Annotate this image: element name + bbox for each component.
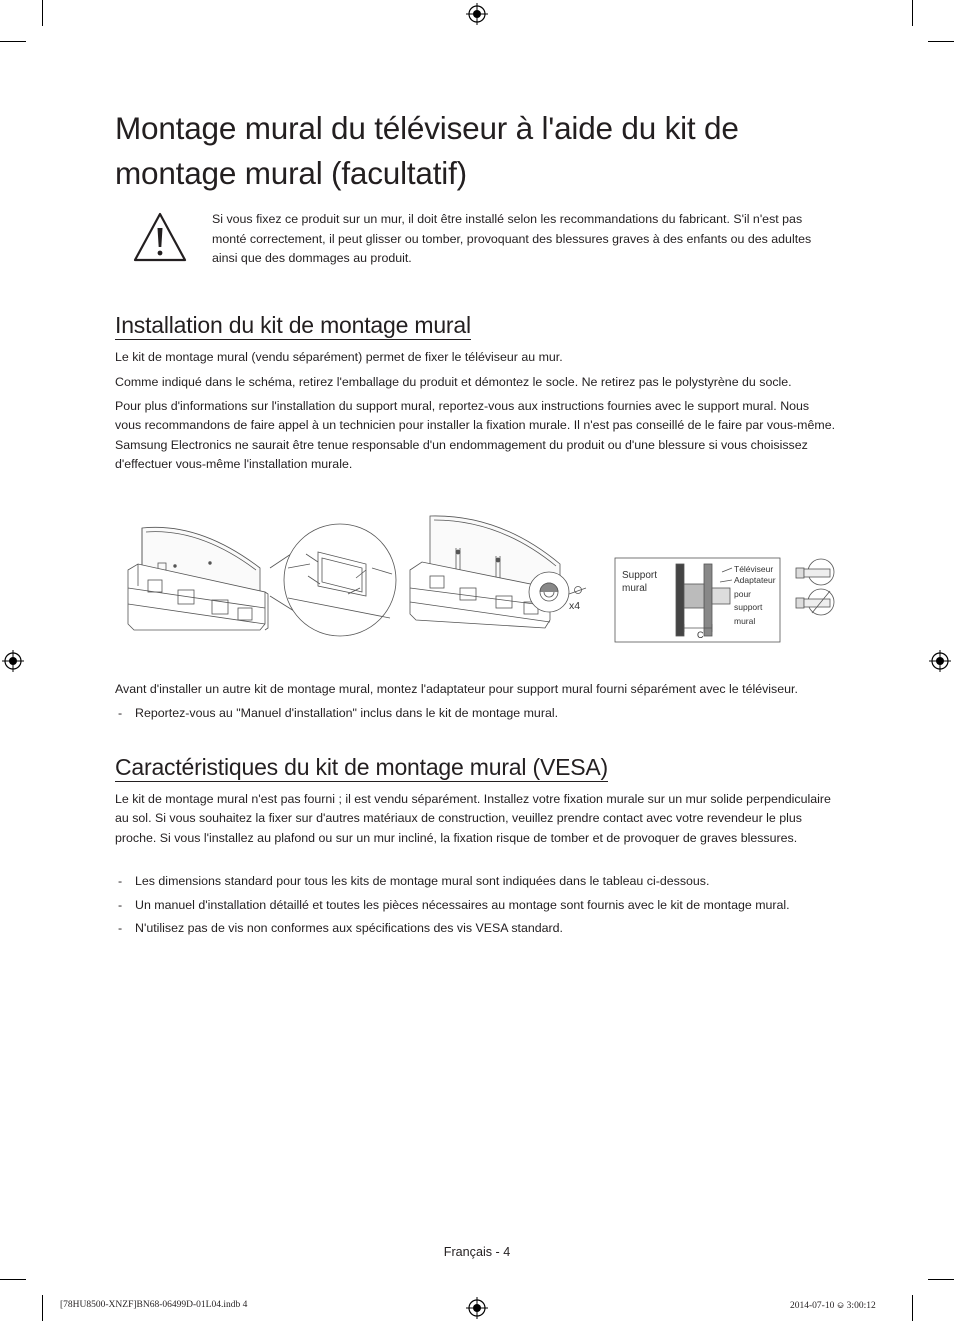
wall-mount-installation-diagram	[120, 508, 840, 660]
figure-label-adapter: Adaptateur	[734, 575, 776, 585]
page-number: Français - 4	[443, 1245, 511, 1259]
figure-label-dimension: C	[697, 630, 704, 640]
figure-label-support: mural	[622, 583, 648, 594]
crop-mark	[42, 0, 43, 26]
crop-mark	[0, 41, 26, 42]
crop-mark	[912, 1295, 913, 1321]
figure-label-adapter: pour	[734, 589, 752, 599]
crop-mark	[912, 0, 913, 26]
paragraph: Le kit de montage mural n'est pas fourni ; il est vendu séparément. Installez votre fixation murale sur un mur solide perpendiculaire au sol. Si vous souhaitez la fixer sur d'autres matériaux de construction, veuillez prendre contact avec votre revendeur le plus proche. Si vous l'installez au plafond ou sur un mur incliné, la fixation risque de tomber et de provoquer de graves blessures.	[115, 792, 831, 845]
print-slug-right: 2014-07-10 ⎉ 3:00:12	[790, 1301, 876, 1311]
warning-triangle-icon	[132, 211, 188, 263]
paragraph: Pour plus d'informations sur l'installation du support mural, reportez-vous aux instructions fournies avec le support mural. Nous vous recommandons de faire appel à un technicien pour installer la fixation murale. Il n'est pas conseillé de le faire par vous-même. Samsung Electronics ne saurait être tenue responsable d'un endommagement du produit ou d'une blessure si vous choisissez d'effectuer vous-même l'installation murale.	[115, 399, 836, 472]
figure-label-adapter: mural	[734, 616, 756, 626]
section-heading-vesa: Caractéristiques du kit de montage mural (VESA)	[115, 754, 608, 780]
crop-mark	[928, 1279, 954, 1280]
page-title: Montage mural du téléviseur à l'aide du kit de montage mural (facultatif)	[115, 110, 739, 191]
registration-mark-icon	[466, 3, 488, 25]
warning-text: Si vous fixez ce produit sur un mur, il doit être installé selon les recommandations du fabricant. S'il n'est pas monté correctement, il peut glisser ou tomber, provoquant des blessures graves à des enfants ou des adultes ainsi que des dommages au produit.	[212, 212, 812, 265]
registration-mark-icon	[2, 650, 24, 672]
figure-label-adapter: support	[734, 602, 763, 612]
paragraph: Le kit de montage mural (vendu séparément) permet de fixer le téléviseur au mur.	[115, 350, 563, 364]
figure-label-quantity: x4	[569, 600, 581, 612]
figure-label-support: Support	[622, 570, 658, 581]
crop-mark	[0, 1279, 26, 1280]
registration-mark-icon	[929, 650, 951, 672]
section-heading-installation: Installation du kit de montage mural	[115, 312, 471, 338]
print-slug-left: [78HU8500-XNZF]BN68-06499D-01L04.indb 4	[60, 1300, 248, 1310]
crop-mark	[42, 1295, 43, 1321]
registration-mark-icon	[466, 1297, 488, 1319]
figure-label-tv: Téléviseur	[734, 564, 774, 574]
paragraph: Avant d'installer un autre kit de montage mural, montez l'adaptateur pour support mural fourni séparément avec le téléviseur.	[115, 682, 798, 696]
paragraph: Comme indiqué dans le schéma, retirez l'emballage du produit et démontez le socle. Ne retirez pas le polystyrène du socle.	[115, 375, 792, 389]
crop-mark	[928, 41, 954, 42]
